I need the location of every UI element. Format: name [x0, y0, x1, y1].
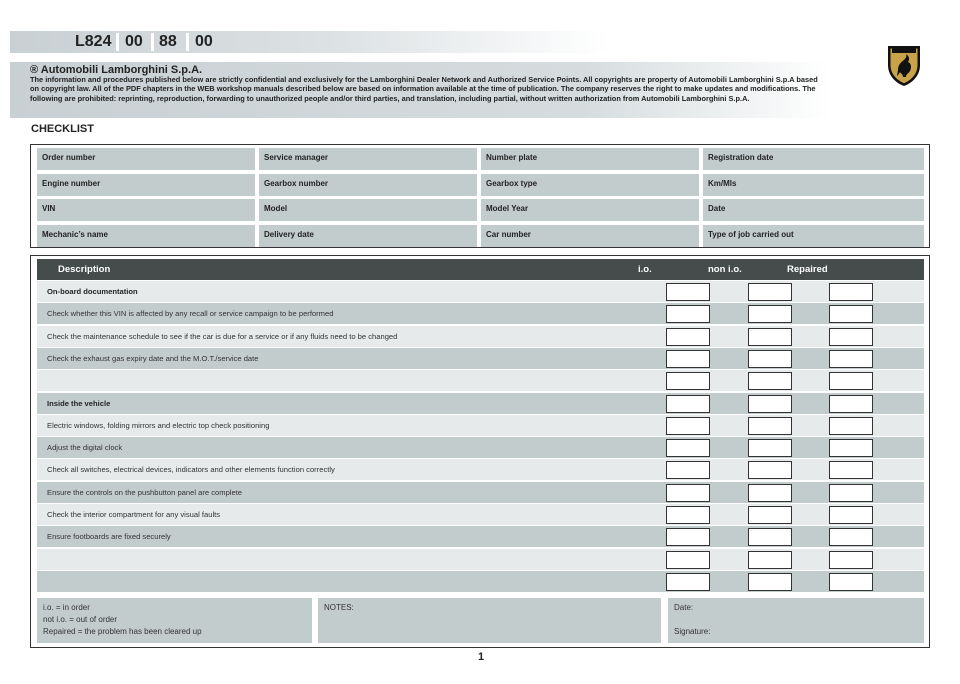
field-service-manager[interactable]: Service manager [259, 148, 477, 170]
header-description: Description [58, 264, 111, 275]
field-number-plate[interactable]: Number plate [481, 148, 699, 170]
notice-body: The information and procedures published below are strictly confidential and exclusively for the Lamborghini Dealer Network and Authorized Service Points. All copyrights are property of Automobili Lamborghini S.p.A based on copyright law. All of the PDF chapters in the WEB workshop manuals described below are based on information available at the time of publication. The company reserves the right to make updates and modifications. The following are prohibited: reprinting, reproduction, forwarding to unauthorized people and/or third parties, and translation, including partial, without written authorization from Automobili Lamborghini S.p.A. [30, 75, 818, 103]
table-row [37, 370, 924, 391]
doc-code-group: 00 [125, 33, 143, 50]
field-gearbox-type[interactable]: Gearbox type [481, 174, 699, 196]
checkbox-io[interactable] [666, 283, 710, 301]
field-registration-date[interactable]: Registration date [703, 148, 924, 170]
check-item-text: Electric windows, folding mirrors and electric top check positioning [47, 420, 270, 430]
checkbox-repaired[interactable] [829, 528, 873, 546]
checkbox-repaired[interactable] [829, 551, 873, 569]
checkbox-io[interactable] [666, 328, 710, 346]
checkbox-non-io[interactable] [748, 305, 792, 323]
checkbox-repaired[interactable] [829, 305, 873, 323]
checkbox-non-io[interactable] [748, 283, 792, 301]
checkbox-io[interactable] [666, 484, 710, 502]
doc-code-subgroup: 88 [159, 33, 177, 50]
field-gearbox-number[interactable]: Gearbox number [259, 174, 477, 196]
legend-non-io: not i.o. = out of order [43, 615, 118, 624]
header-repaired: Repaired [787, 264, 828, 275]
checkbox-io[interactable] [666, 350, 710, 368]
field-delivery-date[interactable]: Delivery date [259, 225, 477, 247]
checkbox-non-io[interactable] [748, 573, 792, 591]
checkbox-non-io[interactable] [748, 350, 792, 368]
table-row [37, 459, 924, 480]
checkbox-repaired[interactable] [829, 372, 873, 390]
notes-field[interactable] [318, 598, 661, 643]
field-date[interactable]: Date [703, 199, 924, 221]
field-model[interactable]: Model [259, 199, 477, 221]
code-separator [116, 33, 119, 51]
field-mechanic-name[interactable]: Mechanic’s name [37, 225, 255, 247]
section-heading: On-board documentation [47, 287, 138, 296]
check-item-text: Check whether this VIN is affected by any recall or service campaign to be performed [47, 309, 334, 319]
checkbox-io[interactable] [666, 417, 710, 435]
table-row [37, 415, 924, 436]
check-item-text: Check the interior compartment for any visual faults [47, 510, 221, 519]
checkbox-io[interactable] [666, 372, 710, 390]
section-row [37, 393, 924, 414]
checkbox-io[interactable] [666, 528, 710, 546]
date-label: Date: [674, 603, 694, 612]
field-km-mls[interactable]: Km/Mls [703, 174, 924, 196]
field-job-type[interactable]: Type of job carried out [703, 225, 924, 247]
checkbox-repaired[interactable] [829, 439, 873, 457]
checkbox-repaired[interactable] [829, 484, 873, 502]
table-row [37, 504, 924, 525]
checkbox-io[interactable] [666, 305, 710, 323]
legend-repaired: Repaired = the problem has been cleared up [43, 627, 202, 636]
table-row [37, 526, 924, 547]
checkbox-repaired[interactable] [829, 350, 873, 368]
check-item-text: Check the exhaust gas expiry date and the M.O.T./service date [47, 353, 259, 363]
checkbox-non-io[interactable] [748, 328, 792, 346]
checkbox-io[interactable] [666, 439, 710, 457]
lamborghini-shield-logo [886, 43, 922, 87]
checkbox-io[interactable] [666, 461, 710, 479]
field-car-number[interactable]: Car number [481, 225, 699, 247]
checkbox-non-io[interactable] [748, 551, 792, 569]
field-vin[interactable]: VIN [37, 199, 255, 221]
section-row [37, 281, 924, 302]
field-engine-number[interactable]: Engine number [37, 174, 255, 196]
checkbox-non-io[interactable] [748, 528, 792, 546]
checkbox-non-io[interactable] [748, 506, 792, 524]
notice-title: ® Automobili Lamborghini S.p.A. [30, 64, 203, 76]
code-separator [151, 33, 154, 51]
page-number: 1 [478, 651, 485, 663]
legend-io: i.o. = in order [43, 603, 90, 612]
date-signature-panel [668, 598, 924, 643]
check-item-text: Adjust the digital clock [47, 443, 123, 453]
table-row [37, 437, 924, 458]
table-row [37, 326, 924, 347]
check-item-text: Check all switches, electrical devices, indicators and other elements function correctly [47, 465, 335, 475]
table-row [37, 348, 924, 369]
code-separator [186, 33, 189, 51]
doc-code-revision: 00 [195, 33, 213, 50]
table-row [37, 303, 924, 324]
checkbox-non-io[interactable] [748, 484, 792, 502]
checkbox-repaired[interactable] [829, 417, 873, 435]
checkbox-non-io[interactable] [748, 417, 792, 435]
table-row [37, 482, 924, 503]
check-item-text: Check the maintenance schedule to see if the car is due for a service or if any fluids need to be changed [47, 331, 398, 341]
section-heading: Inside the vehicle [47, 398, 111, 408]
signature-label: Signature: [674, 627, 711, 636]
checkbox-io[interactable] [666, 573, 710, 591]
doc-code-model: L824 [75, 33, 112, 50]
checkbox-non-io[interactable] [748, 395, 792, 413]
checkbox-repaired[interactable] [829, 461, 873, 479]
checkbox-io[interactable] [666, 506, 710, 524]
checkbox-repaired[interactable] [829, 395, 873, 413]
header-io: i.o. [638, 264, 652, 275]
check-item-text: Ensure footboards are fixed securely [47, 532, 171, 542]
checkbox-repaired[interactable] [829, 573, 873, 591]
checkbox-non-io[interactable] [748, 461, 792, 479]
checkbox-io[interactable] [666, 551, 710, 569]
checkbox-non-io[interactable] [748, 439, 792, 457]
checkbox-repaired[interactable] [829, 283, 873, 301]
check-item-text: Ensure the controls on the pushbutton panel are complete [47, 487, 243, 497]
table-header [37, 259, 924, 280]
checkbox-repaired[interactable] [829, 328, 873, 346]
checklist-title: CHECKLIST [31, 123, 94, 135]
checkbox-repaired[interactable] [829, 506, 873, 524]
header-non-io: non i.o. [708, 264, 742, 275]
field-order-number[interactable]: Order number [37, 148, 255, 170]
table-row [37, 549, 924, 570]
notes-label: NOTES: [324, 603, 354, 612]
legend-panel [37, 598, 312, 643]
checkbox-io[interactable] [666, 395, 710, 413]
field-model-year[interactable]: Model Year [481, 199, 699, 221]
checkbox-non-io[interactable] [748, 372, 792, 390]
table-row [37, 571, 924, 592]
